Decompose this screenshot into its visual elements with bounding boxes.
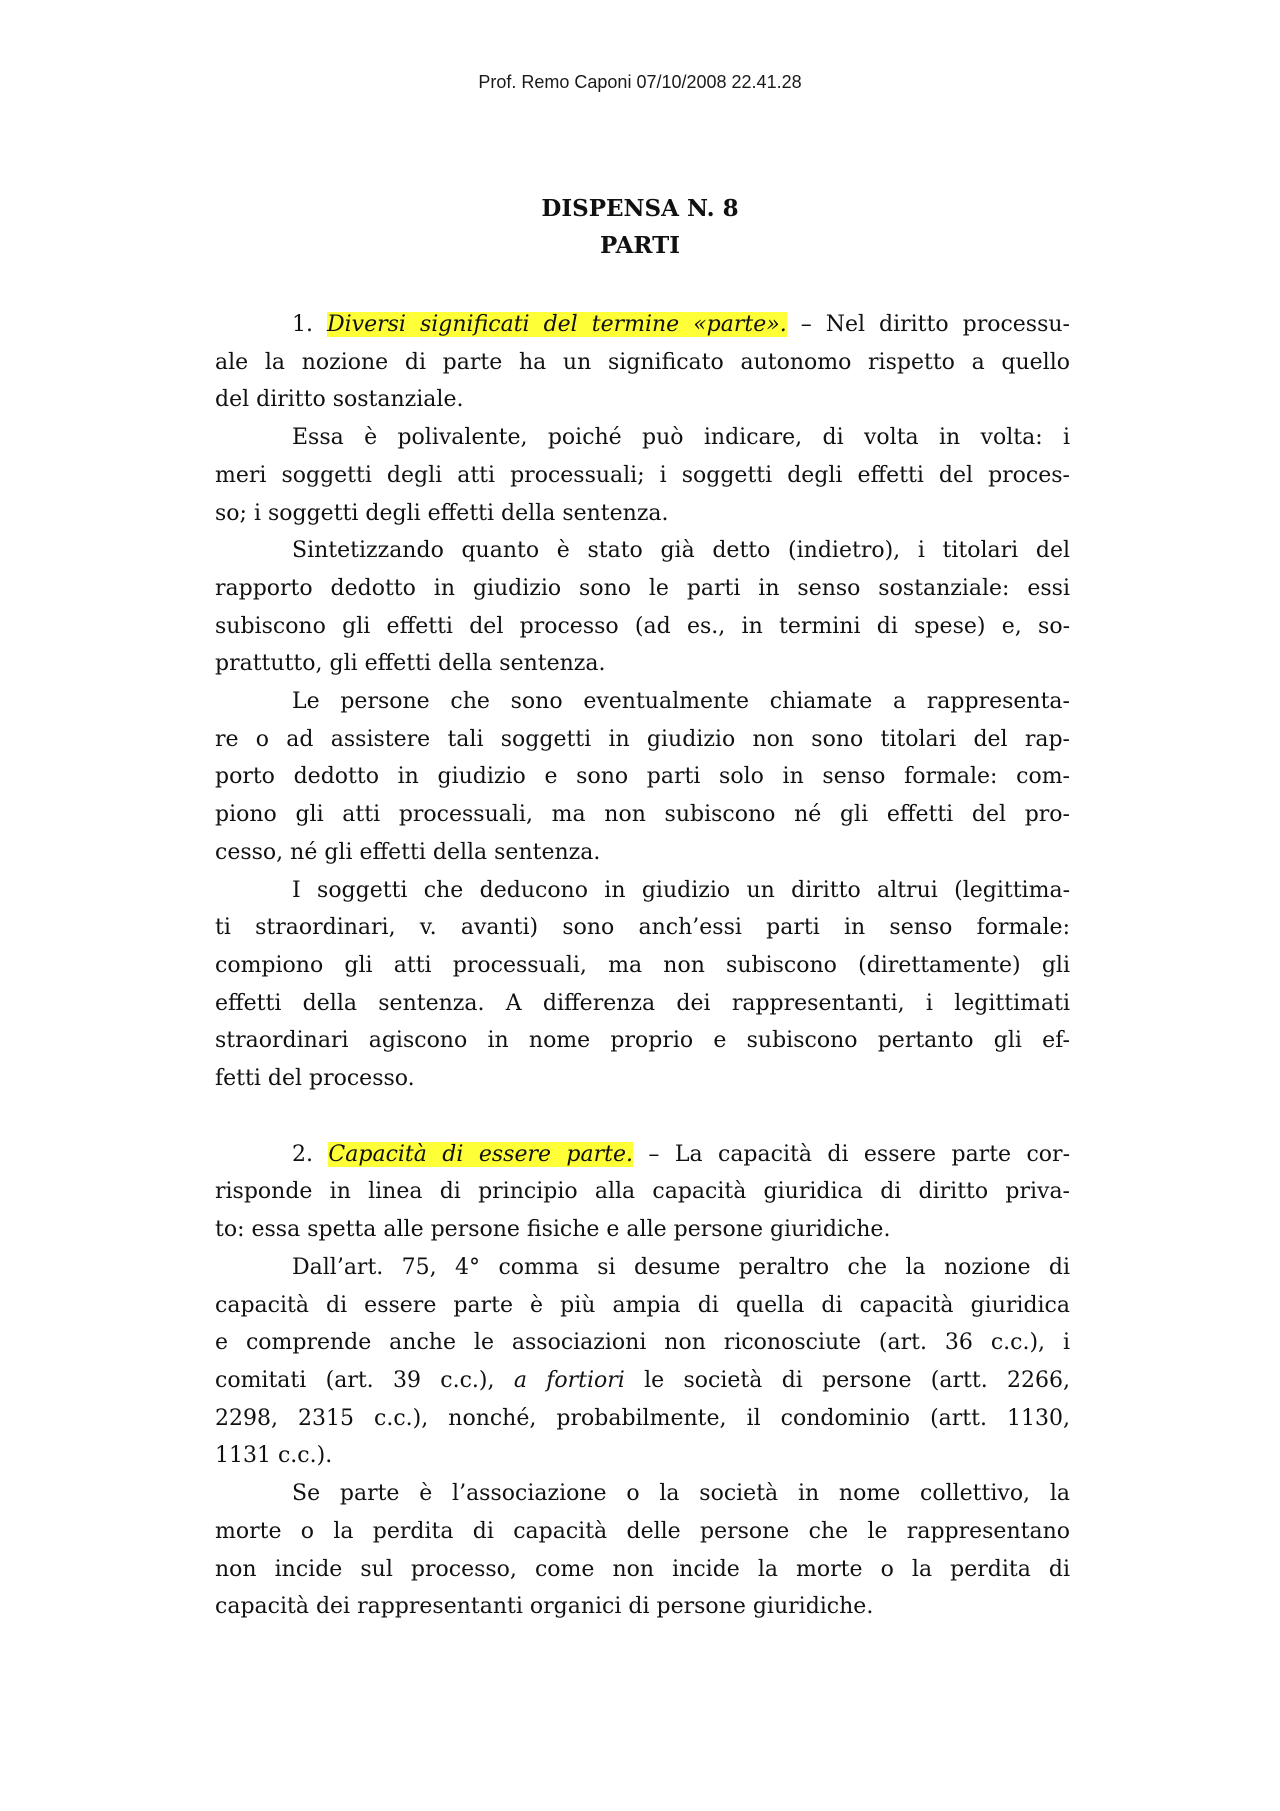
document-body xyxy=(215,306,1070,1626)
section-1-first-line xyxy=(215,306,1070,344)
text-line: to: essa spetta alle persone fisiche e alle persone giuridiche. xyxy=(215,1217,891,1243)
section-2-heading: Capacità di essere parte. xyxy=(328,1141,633,1167)
text-line: meri soggetti degli atti processuali; i soggetti degli effetti del proces- xyxy=(215,462,1070,488)
section-2-number: 2. xyxy=(292,1141,329,1167)
text-line: capacità di essere parte è più ampia di quella di capacità giuridica xyxy=(215,1292,1070,1318)
section-1 xyxy=(215,306,1070,1098)
text-line: ti straordinari, v. avanti) sono anch’essi parti in senso formale: xyxy=(215,915,1070,941)
text-line: Le persone che sono eventualmente chiamate a rappresenta- xyxy=(292,689,1070,715)
text-segment: comitati (art. 39 c.c.), xyxy=(215,1367,514,1393)
section-2 xyxy=(215,1136,1070,1626)
title-block xyxy=(0,190,1280,264)
page-header: Prof. Remo Caponi 07/10/2008 22.41.28 xyxy=(478,72,802,92)
text-line: morte o la perdita di capacità delle persone che le rappresentano xyxy=(215,1518,1070,1544)
text-line: cesso, né gli effetti della sentenza. xyxy=(215,839,601,865)
text-line: subiscono gli effetti del processo (ad es., in termini di spese) e, so- xyxy=(215,613,1070,639)
text-line: so; i soggetti degli effetti della sentenza. xyxy=(215,500,669,526)
text-line: piono gli atti processuali, ma non subiscono né gli effetti del pro- xyxy=(215,802,1070,828)
text-line: 2298, 2315 c.c.), nonché, probabilmente, il condominio (artt. 1130, xyxy=(215,1405,1070,1431)
text-line: Dall’art. 75, 4° comma si desume peraltro che la nozione di xyxy=(292,1254,1070,1280)
text-line: rapporto dedotto in giudizio sono le parti in senso sostanziale: essi xyxy=(215,575,1070,601)
section-title: PARTI xyxy=(599,232,681,259)
text-line: compiono gli atti processuali, ma non subiscono (direttamente) gli xyxy=(215,952,1070,978)
text-line: e comprende anche le associazioni non riconosciute (art. 36 c.c.), i xyxy=(215,1330,1070,1356)
text-line: Essa è polivalente, poiché può indicare, di volta in volta: i xyxy=(292,425,1070,451)
text-line: 1131 c.c.). xyxy=(215,1443,333,1469)
text-line: risponde in linea di principio alla capacità giuridica di diritto priva- xyxy=(215,1179,1070,1205)
italic-term: a fortiori xyxy=(513,1367,625,1393)
section-2-intro-line: – La capacità di essere parte cor- xyxy=(633,1141,1070,1167)
text-line: non incide sul processo, come non incide la morte o la perdita di xyxy=(215,1556,1070,1582)
text-line xyxy=(215,1362,1070,1400)
text-line: re o ad assistere tali soggetti in giudizio non sono titolari del rap- xyxy=(215,726,1070,752)
text-line: straordinari agiscono in nome proprio e subiscono pertanto gli ef- xyxy=(215,1028,1070,1054)
text-line: I soggetti che deducono in giudizio un diritto altrui (legittima- xyxy=(292,877,1070,903)
text-line: Sintetizzando quanto è stato già detto (indietro), i titolari del xyxy=(292,538,1070,564)
text-line: porto dedotto in giudizio e sono parti solo in senso formale: com- xyxy=(215,764,1070,790)
text-line: del diritto sostanziale. xyxy=(215,387,464,413)
section-1-heading: Diversi significati del termine «parte». xyxy=(327,312,787,337)
text-line: effetti della sentenza. A differenza dei rappresentanti, i legittimati xyxy=(215,990,1070,1016)
text-segment: le società di persone (artt. 2266, xyxy=(624,1367,1070,1393)
section-1-number: 1. xyxy=(292,312,327,337)
text-line: capacità dei rappresentanti organici di persone giuridiche. xyxy=(215,1594,874,1620)
section-1-intro-line: – Nel diritto processu- xyxy=(786,312,1070,337)
section-2-first-line xyxy=(215,1136,1070,1174)
text-line: ale la nozione di parte ha un significato autonomo rispetto a quello xyxy=(215,349,1070,375)
text-line: prattutto, gli effetti della sentenza. xyxy=(215,651,606,677)
text-line: Se parte è l’associazione o la società in nome collettivo, la xyxy=(292,1481,1070,1507)
text-line: fetti del processo. xyxy=(215,1066,415,1092)
document-title: DISPENSA N. 8 xyxy=(541,195,739,222)
